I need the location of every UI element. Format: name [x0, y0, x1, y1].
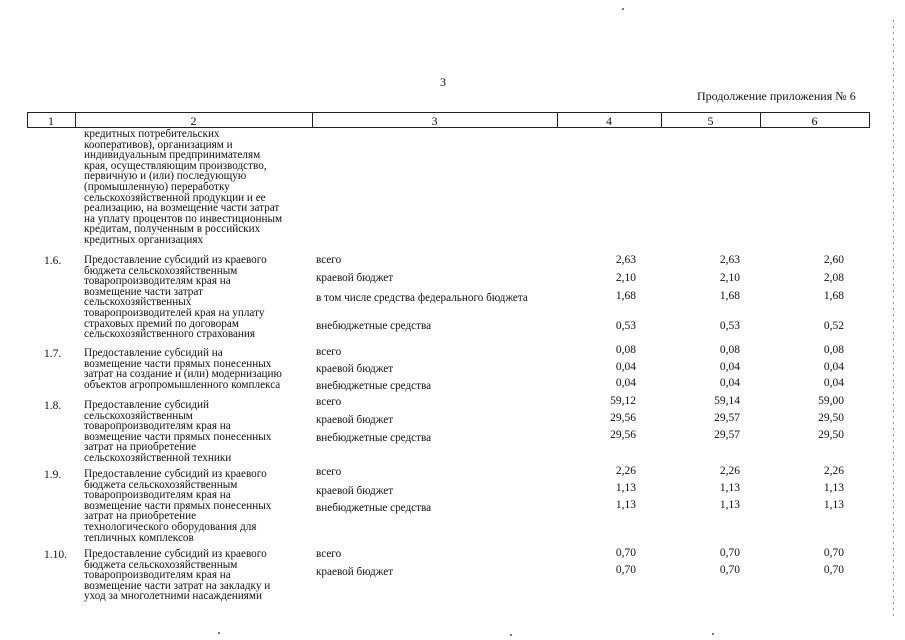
value-col4: 1,13 [615, 482, 636, 494]
value-col5: 29,57 [714, 412, 740, 424]
value-col5: 0,08 [719, 344, 740, 356]
source-label: краевой бюджет [316, 414, 394, 426]
value-col6: 1,13 [823, 482, 844, 494]
value-col4: 29,56 [610, 412, 636, 424]
source-label: всего [316, 346, 342, 358]
value-col5: 59,14 [714, 395, 740, 407]
scan-speck [218, 632, 220, 634]
row-description: Предоставление субсидий из краевого бюджета сельскохозяйственным товаропроизводителям края на возмещение части прямых понесенных затрат на приобретение технологического оборудования для тепличных комплексов [84, 468, 272, 544]
source-label: краевой бюджет [316, 566, 394, 578]
value-col6: 59,00 [818, 395, 844, 407]
scan-speck [712, 633, 714, 635]
source-label: внебюджетные средства [316, 432, 432, 444]
value-col5: 0,70 [719, 564, 740, 576]
source-label: краевой бюджет [316, 272, 394, 284]
col-divider [869, 112, 870, 128]
col-header-2: 2 [190, 114, 197, 128]
value-col6: 0,70 [823, 564, 844, 576]
scan-speck [622, 8, 624, 10]
value-col4: 29,56 [610, 429, 636, 441]
value-col6: 0,08 [823, 344, 844, 356]
scan-edge-artifact [893, 20, 894, 620]
col-header-1: 1 [48, 114, 54, 128]
row-number: 1.10. [44, 549, 67, 561]
value-col5: 0,70 [719, 547, 740, 559]
value-col4: 0,08 [615, 344, 636, 356]
value-col6: 1,68 [823, 290, 844, 302]
continuation-title: Продолжение приложения № 6 [697, 89, 856, 103]
value-col6: 0,52 [823, 320, 844, 332]
value-col6: 0,70 [823, 547, 844, 559]
value-col6: 2,26 [823, 465, 844, 477]
value-col4: 2,63 [615, 254, 636, 266]
row-number: 1.8. [44, 400, 62, 412]
source-label: всего [316, 396, 342, 408]
col-header-3: 3 [431, 114, 438, 128]
table-header-top-border [27, 112, 869, 113]
row-description: Предоставление субсидий сельскохозяйственным товаропроизводителям края на возмещение части прямых понесенных затрат на приобретение сельскохозяйственной техники [84, 399, 272, 464]
value-col5: 2,10 [719, 272, 740, 284]
source-label: внебюджетные средства [316, 502, 432, 514]
value-col6: 2,08 [823, 272, 844, 284]
row-number: 1.9. [44, 469, 62, 481]
source-label: всего [316, 548, 342, 560]
value-col5: 2,26 [719, 465, 740, 477]
value-col4: 0,70 [615, 564, 636, 576]
source-label: всего [316, 254, 342, 266]
row-number: 1.7. [44, 348, 62, 360]
source-label: внебюджетные средства [316, 380, 432, 392]
value-col5: 0,04 [719, 361, 740, 373]
value-col4: 1,68 [615, 290, 636, 302]
scan-speck [510, 634, 512, 636]
value-col4: 1,13 [615, 499, 636, 511]
value-col4: 0,53 [615, 320, 636, 332]
value-col4: 59,12 [610, 395, 636, 407]
value-col4: 0,04 [615, 361, 636, 373]
value-col5: 2,63 [719, 254, 740, 266]
row-description: Предоставление субсидий на возмещение части прямых понесенных затрат на создание и (или) модернизацию объектов агропромышленного комплекса [84, 347, 282, 391]
value-col6: 1,13 [823, 499, 844, 511]
value-col5: 1,13 [719, 499, 740, 511]
col-header-6: 6 [811, 114, 818, 128]
carryover-description: кредитных потребительских кооперативов), организациям и индивидуальным предпринимателям края, осуществляющим производство, первичную и (или) последующую (промышленную) переработку сельскохозяйственной продукции и ее реализацию, на возмещение части затрат на уплату процентов по инвестиционным кредитам, полученным в российских кредитных организациях [84, 128, 283, 246]
value-col5: 29,57 [714, 429, 740, 441]
value-col5: 0,53 [719, 320, 740, 332]
row-number: 1.6. [44, 255, 62, 267]
source-label: в том числе средства федерального бюджета [316, 292, 528, 304]
value-col4: 0,04 [615, 377, 636, 389]
source-label: краевой бюджет [316, 363, 394, 375]
col-header-5: 5 [707, 114, 714, 128]
value-col4: 2,10 [615, 272, 636, 284]
page-number: 3 [440, 75, 446, 89]
value-col6: 0,04 [823, 377, 844, 389]
row-description: Предоставление субсидий из краевого бюджета сельскохозяйственным товаропроизводителям края на возмещение части затрат сельскохозяйственных товаропроизводителей края на уплату страховых премий по договорам сельскохозяйственного страхования [84, 254, 267, 341]
value-col5: 1,68 [719, 290, 740, 302]
value-col5: 1,13 [719, 482, 740, 494]
value-col4: 2,26 [615, 465, 636, 477]
value-col6: 0,04 [823, 361, 844, 373]
value-col5: 0,04 [719, 377, 740, 389]
value-col6: 2,60 [823, 254, 844, 266]
value-col6: 29,50 [818, 412, 844, 424]
value-col6: 29,50 [818, 429, 844, 441]
col-header-4: 4 [606, 114, 612, 128]
source-label: внебюджетные средства [316, 320, 432, 332]
value-col4: 0,70 [615, 547, 636, 559]
source-label: краевой бюджет [316, 485, 394, 497]
source-label: всего [316, 466, 342, 478]
row-description: Предоставление субсидий из краевого бюджета сельскохозяйственным товаропроизводителям края на возмещение части затрат на закладку и уход за многолетними насаждениями [84, 548, 271, 603]
